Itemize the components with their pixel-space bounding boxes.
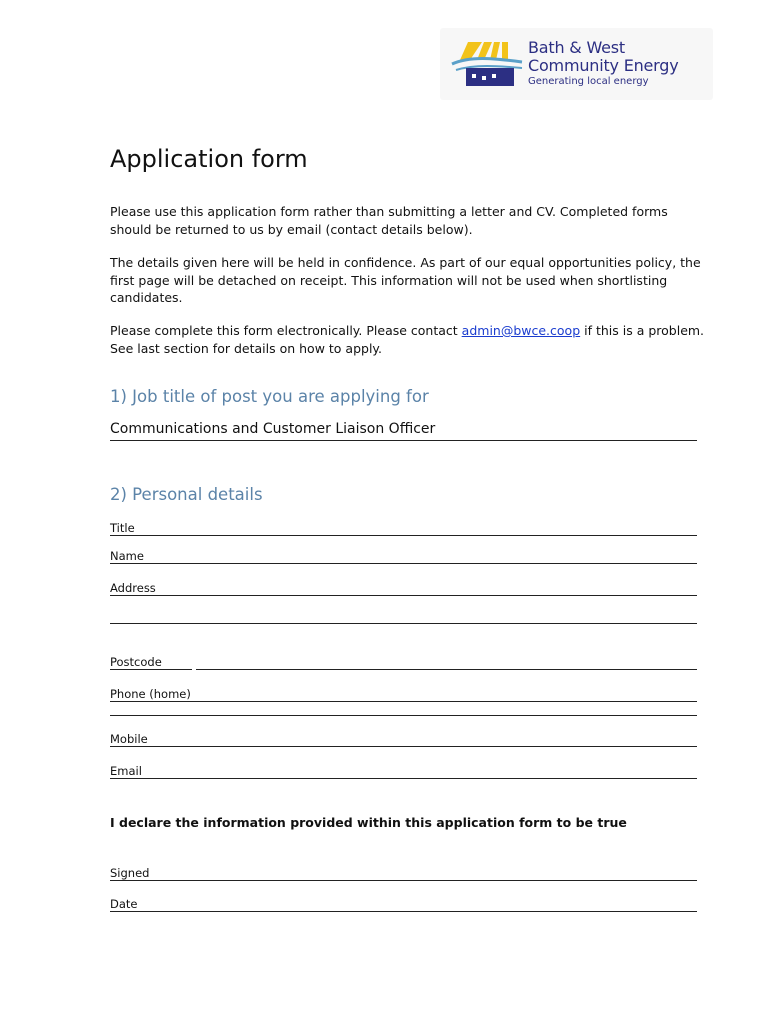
page-title: Application form: [110, 145, 308, 173]
date-field[interactable]: [110, 893, 697, 912]
phone-home-field-label: [110, 683, 697, 702]
company-logo: [440, 28, 713, 100]
declaration-text: I declare the information provided within this application form to be true: [110, 815, 627, 830]
contact-text-after: if this is a problem. See last section for details on how to apply.: [110, 323, 705, 356]
section-1-heading: 1) Job title of post you are applying for: [110, 387, 429, 406]
name-field[interactable]: [110, 545, 697, 564]
email-field[interactable]: [110, 760, 697, 779]
logo-mark-icon: [448, 38, 524, 90]
job-title-field[interactable]: Communications and Customer Liaison Officer: [110, 421, 697, 441]
section-2-heading: 2) Personal details: [110, 485, 263, 504]
name-label: Name: [110, 549, 144, 563]
phone-home-field[interactable]: [110, 715, 697, 716]
mobile-label: Mobile: [110, 732, 148, 746]
contact-paragraph: [110, 322, 710, 357]
title-field[interactable]: [110, 517, 697, 536]
address-line-2[interactable]: [110, 623, 697, 624]
phone-home-label: Phone (home): [110, 687, 191, 701]
address-field[interactable]: [110, 577, 697, 596]
intro-paragraph-1: Please use this application form rather than submitting a letter and CV. Completed forms should be returned to us by email (contact details below).: [110, 204, 668, 237]
title-label: Title: [110, 521, 135, 535]
logo-name-line2: Community Energy: [528, 56, 679, 75]
signed-field[interactable]: [110, 862, 697, 881]
postcode-label: Postcode: [110, 655, 162, 669]
signed-label: Signed: [110, 866, 150, 880]
logo-name-line1: Bath & West: [528, 38, 625, 57]
address-label: Address: [110, 581, 156, 595]
email-label: Email: [110, 764, 142, 778]
contact-email-link[interactable]: admin@bwce.coop: [461, 323, 581, 338]
logo-tagline: Generating local energy: [528, 76, 649, 87]
mobile-field[interactable]: [110, 728, 697, 747]
postcode-field[interactable]: [196, 669, 697, 670]
intro-paragraph-2: The details given here will be held in confidence. As part of our equal opportunities policy, the first page will be detached on receipt. This information will not be used when shortlisting candidates.: [110, 255, 701, 305]
postcode-label-box: [110, 651, 192, 670]
contact-text-before: Please complete this form electronically. Please contact: [110, 323, 462, 338]
date-label: Date: [110, 897, 138, 911]
